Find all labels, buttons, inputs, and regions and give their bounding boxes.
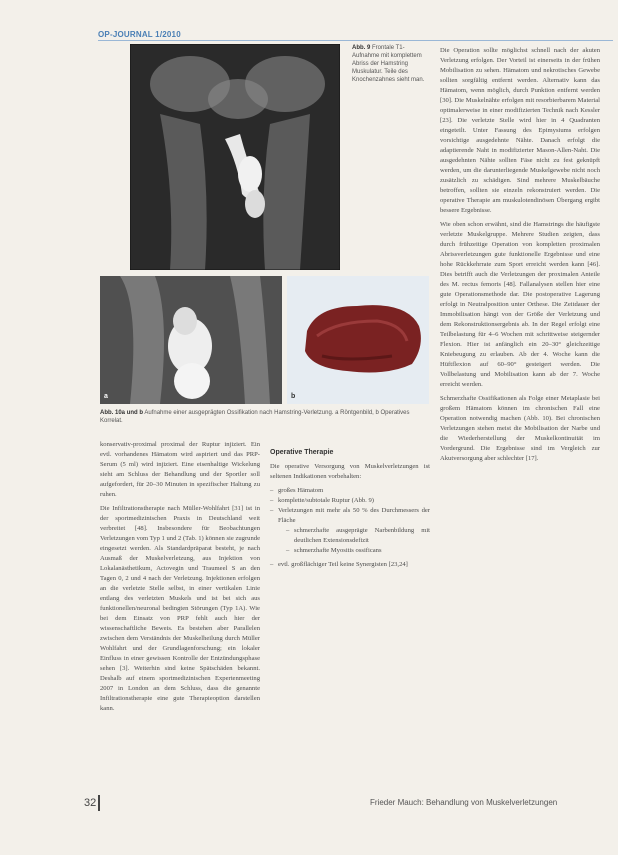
indication-sub-item: – schmerzhafte Myositis ossificans bbox=[286, 546, 430, 556]
indication-list bbox=[270, 486, 430, 570]
indication-item: – evtl. großflächiger Teil keine Synergisten [23,24] bbox=[270, 560, 430, 570]
figure-9-caption bbox=[352, 44, 426, 84]
figure-9-caption-text: Frontale T1-Aufnahme mit komplettem Abriss der Hamstring Muskulatur. Teile des Knochenzahnes sieht man. bbox=[352, 45, 425, 83]
indication-sub-intro: Verletzungen mit mehr als 50 % des Durchmessers der Fläche bbox=[278, 507, 430, 524]
figure-10-caption bbox=[100, 409, 430, 425]
indication-sub-item: – schmerzhafte ausgeprägte Narbenbildung mit deutlichen Extensionsdefizit bbox=[286, 526, 430, 546]
left-column bbox=[100, 440, 260, 718]
right-paragraph-1: Die Operation sollte möglichst schnell nach der akuten Verletzung erfolgen. Der Vorteil ist einerseits in der frühen Mobilisation zu sehen. Hämatom und nekrotisches Gewebe sollten sorgfältig entfernt werden. Alternativ kann das Hämatom, wenn möglich, durch Punktion entfernt werden [30]. Die Muskelnähte erfolgen mit resorbierbarem Material optimalerweise in einer modifizierten Technik nach Kessler [23]. Die verletzte Stelle wird hier in 4 Quadranten eingeteilt. Unter Fassung des Epimysiums erfolgen vorsichtige ausgedehnte Nähte. Danach erfolgt die adaptierende Naht in modifizierter Mason-Allen-Naht. Die ausgedehnten Nähte sollten Fäse nicht zu fest geknüpft werden, um die darunterliegende Muskelgewebe nicht noch zusätzlich zu schädigen. Sind mehrere Muskelbäuche betroffen, sollten sie einzeln rekonstruiert werden. Die operative Therapie am muskulotendinösen Übergang ergibt bessere Ergebnisse. bbox=[440, 47, 600, 214]
footer-author: Frieder Mauch: Behandlung von Muskelverletzungen bbox=[370, 798, 558, 807]
figure-9-label: Abb. 9 bbox=[352, 45, 371, 51]
right-column bbox=[440, 46, 600, 468]
figure-10-caption-text: Aufnahme einer ausgeprägten Ossifikation nach Hamstring-Verletzung. a Röntgenbild, b Operatives Korrelat. bbox=[100, 410, 410, 424]
indication-item: – komplette/subtotale Ruptur (Abb. 9) bbox=[270, 496, 430, 506]
page-number-rule bbox=[98, 795, 100, 811]
indication-item: – großes Hämatom bbox=[270, 486, 430, 496]
specimen-image bbox=[287, 276, 429, 404]
figure-10b-specimen bbox=[287, 276, 429, 404]
figure-10a-tag: a bbox=[104, 393, 108, 400]
page-number: 32 bbox=[84, 797, 97, 809]
right-paragraph-2: Wie oben schon erwähnt, sind die Hamstrings die häufigste verletzte Muskelgruppe. Mehrere Studien zeigten, dass durch frühzeitige Operation von kompletten proximalen Abrissverletzungen gute funktionelle Ergebnisse und eine hohe Rückkehrrate zum Sport erreicht werden kann [46]. Dies betrifft auch die Verletzungen der proximalen Anteile des M. rectus femoris [48]. Fallanalysen stellen hier eine gute Operationsmethode dar. Die postoperative Lagerung erfolgt in Neutralposition unter Orthese. Die Zeitdauer der Immobilisation hängt von der Größe der Verletzung und dem Rekonstruktionsergebnis ab. In der Regel erfolgt eine Teilbelastung für 4–6 Wochen mit schrittweise steigernder Flexion. Hier ist anfänglich ein 20–30° gleichzeitige Kniebeugung zu erlauben. Ab der 4. Woche kann die Hüftflexion auf 60–90° gesteigert werden. Die Vollbelastung und Mobilisation kann ab der 7. Woche erreicht werden. bbox=[440, 221, 600, 388]
middle-column bbox=[270, 440, 430, 574]
figure-10-label: Abb. 10a und b bbox=[100, 410, 144, 416]
mri-image bbox=[130, 44, 340, 270]
xray-image bbox=[100, 276, 282, 404]
right-paragraph-3: Schmerzhafte Ossifikationen als Folge einer Metaplasie bei großem Hämatom können im chronischen Fall eine Operation notwendig machen (Abb. 10). Bei chronischen Verletzungen stehen meist die Mobilisation der Narbe und die Wiederherstellung der Muskelkontinuität im Vordergrund. Die Ergebnisse sind im Vergleich zur Akutversorgung aber schlechter [17]. bbox=[440, 395, 600, 462]
figure-10b-tag: b bbox=[291, 393, 296, 400]
header-rule bbox=[98, 40, 613, 41]
left-paragraph-2: Die Infiltrationstherapie nach Müller-Wohlfahrt [31] ist in der sportmedizinischen Praxis in Deutschland weit verbreitet [48]. Insbesondere für Beobachtungen Verletzungen vom Typ 1 und 2 (Tab. 1) können sie zugrunde eingesetzt werden. Als Standardpräparat besteht, je nach Ausmaß der Muskelverletzung, aus Injektion von Lokalanästhetikum, Actovegin und Traumeel S an den Tagen 0, 2 und 4 nach der Verletzung. Injektionen erfolgen an die verletzte Stelle selbst, in einer vertikalen Linie entlang des verletzten Muskels und ist bei sich aus funktionellen/neuronal bedingten Störungen (Typ 1A). Wie bei dem Einsatz von PRP fehlt auch hier der wissenschaftliche Beweis. Es bestehen aber Parallelen zwischen dem Verständnis der Muskelheilung durch Müller Wohlfahrt und der Grundlagenforschung; ein lokaler Einfluss in einer gewissen Kontrolle der Entzündungsphase sehen [3]. Weiterhin sind keine Spätschäden bekannt. Deshalb auf einem sportmedizinischen Expertenmeeting 2007 in London an dem Schluss, dass die genannte Infiltrationstherapie eine gute Therapieoption darstellen kann. bbox=[100, 505, 260, 712]
figure-10a-xray bbox=[100, 276, 282, 404]
left-paragraph-1: konservativ-proximal proximal der Ruptur injiziert. Ein evtl. vorhandenes Hämatom wird aspiriert und das PRP-Serum (5 ml) wird injiziert. Eine eisenhaltige Wickelung sieht am Schluss der Behandlung und der Sportler soll aufgefordert, für 20–30 Minuten in spezifischer Haltung zu ruhen. bbox=[100, 441, 260, 498]
indication-sub bbox=[270, 506, 430, 556]
figure-9-mri bbox=[130, 44, 340, 270]
operative-intro: Die operative Versorgung von Muskelverletzungen ist seltenen Indikationen vorbehalten: bbox=[270, 463, 430, 480]
operative-heading: Operative Therapie bbox=[270, 449, 334, 456]
journal-header: OP-JOURNAL 1/2010 bbox=[98, 30, 181, 39]
indication-sublist bbox=[278, 526, 430, 556]
